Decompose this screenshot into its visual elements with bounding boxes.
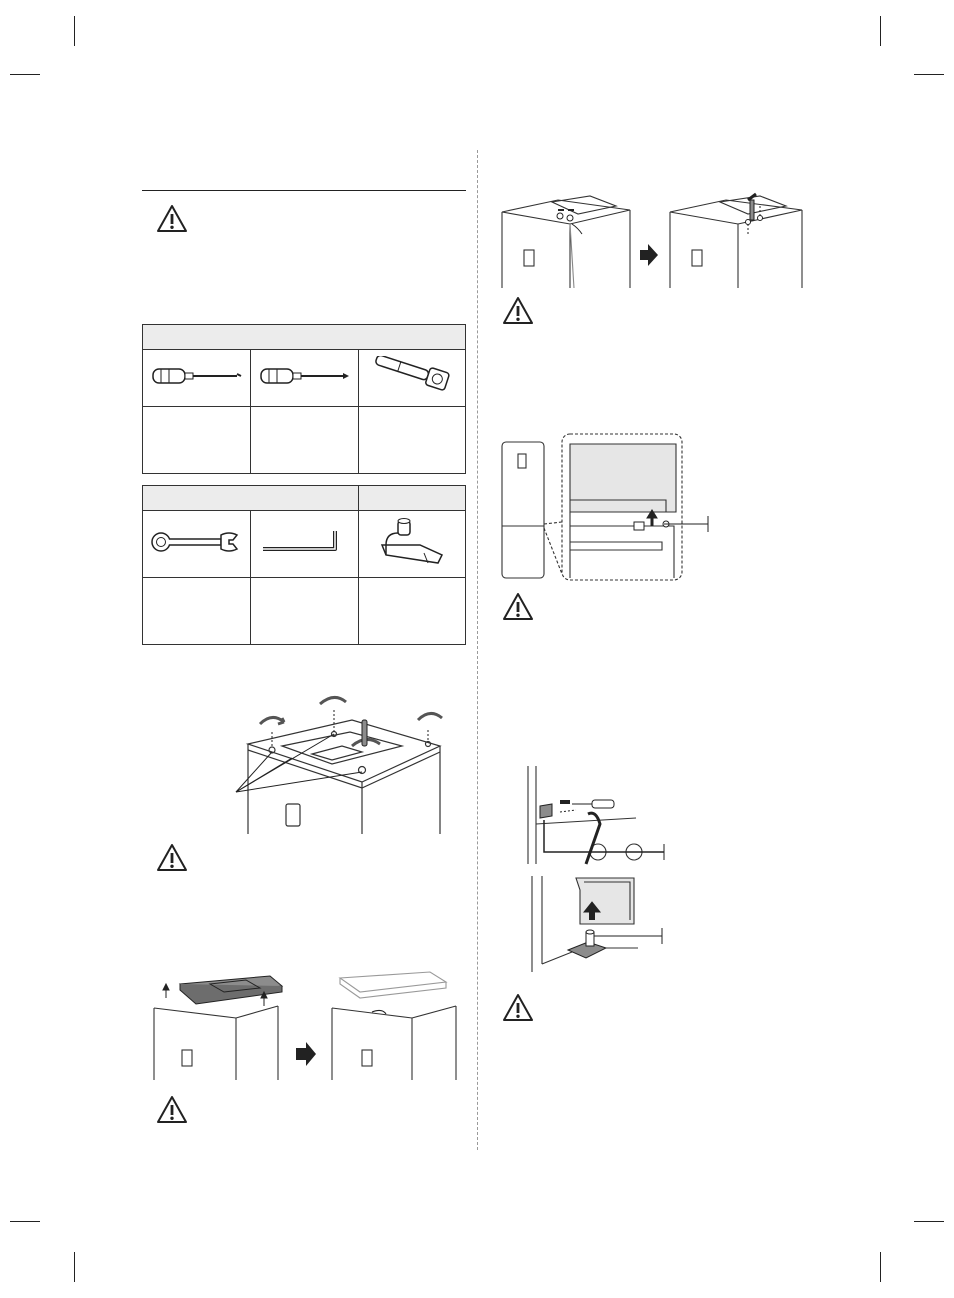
socket-wrench-icon (367, 356, 457, 396)
column-divider (477, 150, 478, 1150)
tools-table-header (143, 486, 359, 511)
figure-remove-top-hinge (498, 192, 808, 290)
arrow-right-icon (640, 244, 658, 266)
crop-mark (74, 16, 75, 46)
tool-cell (359, 511, 466, 578)
crop-mark (914, 74, 944, 75)
warning-triangle-icon (156, 204, 188, 234)
crop-mark (10, 74, 40, 75)
hinge-bracket-icon (372, 515, 452, 569)
crop-mark (10, 1221, 40, 1222)
figure-remove-top-cover-screws (222, 688, 468, 836)
tool-label-cell (143, 407, 251, 474)
tools-table-header (143, 325, 466, 350)
tool-label-cell (251, 407, 359, 474)
tool-cell (251, 350, 359, 407)
crop-mark (880, 1252, 881, 1282)
tool-label-cell (251, 578, 359, 645)
tool-label-cell (359, 407, 466, 474)
arrow-right-icon (296, 1042, 316, 1066)
flat-screwdriver-icon (149, 364, 245, 388)
figure-lift-door (498, 432, 710, 582)
tool-label-cell (359, 578, 466, 645)
crop-mark (74, 1252, 75, 1282)
figure-lift-lower-door (528, 874, 668, 974)
warning-triangle-icon (502, 592, 534, 622)
tools-table-1 (142, 324, 466, 474)
tool-cell (359, 350, 466, 407)
hex-key-icon (257, 527, 353, 557)
tools-table-2 (142, 485, 466, 645)
warning-triangle-icon (156, 843, 188, 873)
phillips-screwdriver-icon (257, 364, 353, 388)
figure-lift-top-cover (150, 962, 462, 1082)
warning-triangle-icon (156, 1095, 188, 1125)
section-rule (142, 190, 466, 191)
tool-cell (143, 350, 251, 407)
warning-triangle-icon (502, 296, 534, 326)
tools-table-header (359, 486, 466, 511)
crop-mark (880, 16, 881, 46)
spanner-icon (149, 527, 245, 557)
tool-cell (251, 511, 359, 578)
crop-mark (914, 1221, 944, 1222)
figure-remove-bottom-hinge (524, 764, 668, 866)
tool-label-cell (143, 578, 251, 645)
warning-triangle-icon (502, 993, 534, 1023)
tool-cell (143, 511, 251, 578)
